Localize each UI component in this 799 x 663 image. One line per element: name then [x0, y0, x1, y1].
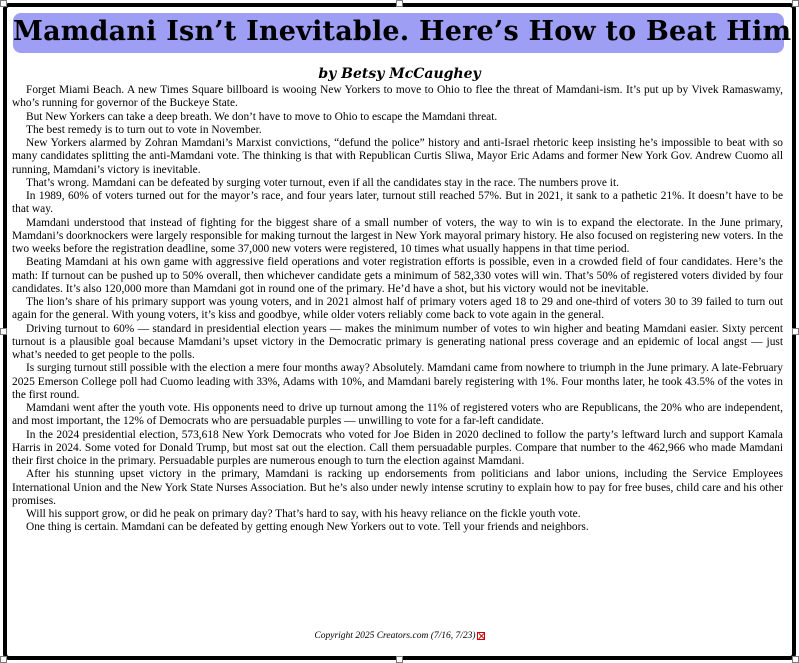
paragraph: New Yorkers alarmed by Zohran Mamdani’s Marxist convictions, “defund the police” history and anti-Israel rhetoric keep insisting he’s impossible to beat with so many candidates splitting the anti-Mamdani vote. The thinking is that with Republican Curtis Sliwa, Mayor Eric Adams and former New York Gov. Andrew Cuomo all running, Mamdani’s victory is inevitable. — [12, 137, 783, 176]
paragraph: Driving turnout to 60% — standard in presidential election years — makes the minimum number of votes to win higher and beating Mamdani easier. Sixty percent turnout is a plausible goal because Mamdani’s upset victory in the Democratic primary is generating national press coverage and an epidemic of local angst — just what’s needed to get people to the polls. — [12, 322, 783, 361]
paragraph: After his stunning upset victory in the primary, Mamdani is racking up endorsements from politicians and labor unions, including the Service Employees International Union and the New York State Nurses Association. But he’s also under newly intense scrutiny to explain how to pay for free buses, child care and his other promises. — [12, 468, 783, 507]
headline-banner — [13, 13, 792, 53]
close-icon[interactable] — [477, 632, 485, 640]
bottom-center-resize-handle[interactable] — [396, 656, 403, 663]
bottom-left-resize-handle[interactable] — [0, 656, 7, 663]
copyright-text: Copyright 2025 Creators.com (7/16, 7/23) — [314, 631, 476, 641]
paragraph: Mamdani went after the youth vote. His opponents need to drive up turnout among the 11% of registered voters who are Republicans, the 20% who are independent, and most important, the 12% of Democrats who are persuadable purples — unwilling to vote for a far-left candidate. — [12, 402, 783, 428]
paragraph: Is surging turnout still possible with the election a mere four months away? Absolutely. Mamdani came from nowhere to triumph in the June primary. A late-February 2025 Emerson College poll had Cuomo leading with 33%, Adams with 10%, and Mamdani barely registering with 1%. Four months later, he took 43.5% of the votes in the first round. — [12, 362, 783, 401]
bottom-right-resize-handle[interactable] — [792, 656, 799, 663]
top-center-resize-handle[interactable] — [396, 0, 403, 7]
middle-left-resize-handle[interactable] — [0, 328, 7, 335]
copyright-line — [0, 630, 799, 642]
paragraph: Beating Mamdani at his own game with aggressive field operations and voter registration efforts is possible, even in a crowded field of four candidates. Here’s the math: If turnout can be pushed up to 50% overall, then whichever candidate gets a minimum of 582,330 votes will win. That’s 50% of registered voters divided by four candidates. It’s also 120,000 more than Mamdani got in round one of the primary. He’d have a shot, but his victory would not be inevitable. — [12, 256, 783, 295]
article-body — [12, 84, 783, 535]
paragraph: But New Yorkers can take a deep breath. We don’t have to move to Ohio to escape the Mamdani threat. — [26, 110, 498, 123]
paragraph: The lion’s share of his primary support was young voters, and in 2021 almost half of primary voters aged 18 to 29 and one-third of voters 30 to 39 failed to turn out again for the general. With young voters, it’s kiss and goodbye, while older voters reliably come back to vote again in the general. — [12, 296, 783, 322]
paragraph: Will his support grow, or did he peak on primary day? That’s hard to say, with his heavy reliance on the fickle youth vote. — [26, 508, 581, 520]
headline: Mamdani Isn’t Inevitable. Here’s How to Beat Him — [13, 16, 792, 47]
paragraph: Mamdani understood that instead of fighting for the biggest share of a small number of voters, the way to win is to expand the electorate. In the June primary, Mamdani’s doorknockers were largely responsible for making turnout the largest in New York mayoral primary history. He also focused on registering new voters. In the two weeks before the registration deadline, some 37,000 new voters were registered, 10 times what usually happens in that time period. — [12, 216, 784, 255]
top-left-resize-handle[interactable] — [0, 0, 7, 7]
paragraph: The best remedy is to turn out to vote in November. — [26, 123, 262, 136]
top-right-resize-handle[interactable] — [792, 0, 799, 7]
paragraph: That’s wrong. Mamdani can be defeated by surging voter turnout, even if all the candidates stay in the race. The numbers prove it. — [26, 176, 619, 189]
paragraph: In 1989, 60% of voters turned out for the mayor’s race, and four years later, turnout still reached 57%. But in 2021, it sank to a pathetic 21%. It doesn’t have to be that way. — [12, 190, 783, 216]
middle-right-resize-handle[interactable] — [792, 328, 799, 335]
paragraph: One thing is certain. Mamdani can be defeated by getting enough New Yorkers out to vote. Tell your friends and neighbors. — [26, 521, 589, 534]
paragraph: In the 2024 presidential election, 573,618 New York Democrats who voted for Joe Biden in 2020 declined to follow the party’s leftward lurch and support Kamala Harris in 2024. Some voted for Donald Trump, but most sat out the election. Call them persuadable purples. Compare that number to the 462,966 who made Mamdani their first choice in the primary. Persuadable purples are numerous enough to turn the election against Mamdani. — [12, 428, 783, 467]
paragraph: Forget Miami Beach. A new Times Square billboard is wooing New Yorkers to move to Ohio to flee the threat of Mamdani-ism. It’s put up by Vivek Ramaswamy, who’s running for governor of the Buckeye State. — [12, 84, 783, 110]
byline: by Betsy McCaughey — [318, 66, 481, 82]
